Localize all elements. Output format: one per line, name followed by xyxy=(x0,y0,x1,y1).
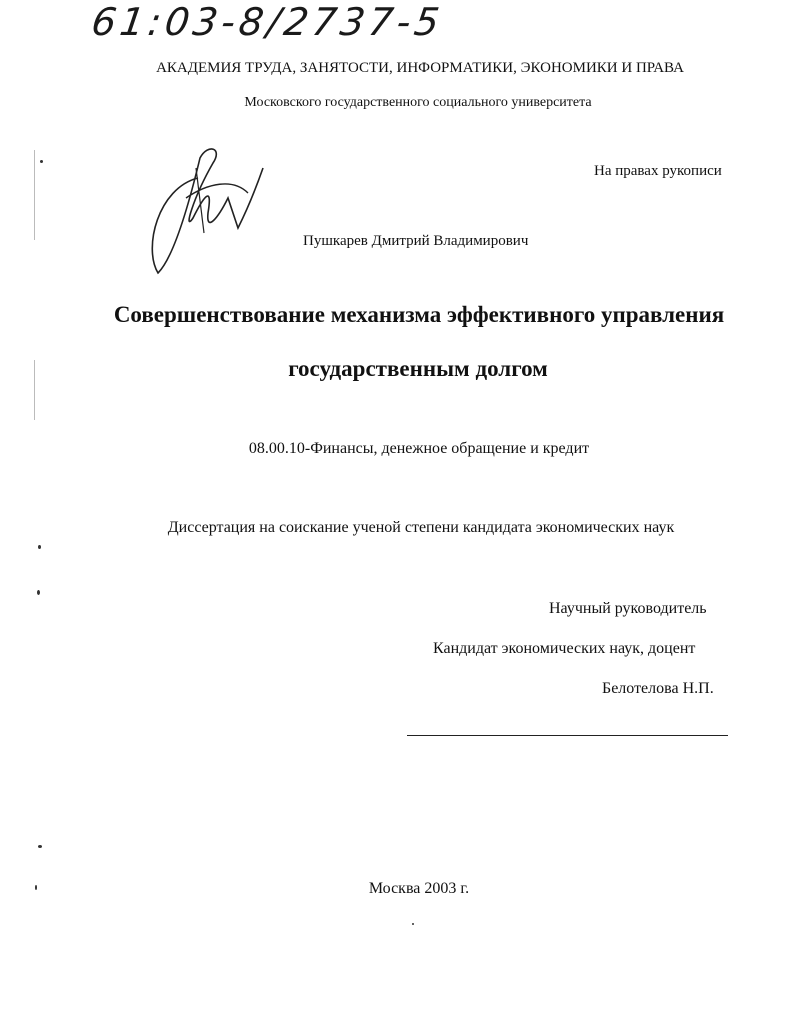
dissertation-statement: Диссертация на соискание ученой степени кандидата экономических наук xyxy=(167,519,675,536)
scan-speck xyxy=(37,590,40,595)
scan-speck xyxy=(38,845,42,848)
scan-speck xyxy=(38,545,41,549)
signature-line xyxy=(407,735,728,736)
scan-speck xyxy=(40,160,43,163)
supervisor-degree: Кандидат экономических наук, доцент xyxy=(433,640,696,657)
scan-edge-mark xyxy=(34,360,35,420)
title-line-1: Совершенствование механизма эффективного управления xyxy=(113,302,725,327)
university-name: Московского государственного социального университета xyxy=(244,95,592,110)
author-signature xyxy=(138,138,278,278)
handwritten-catalog-code: 61:03-8/2737-5 xyxy=(88,0,446,44)
title-line-2: государственным долгом xyxy=(288,356,548,381)
scan-edge-mark xyxy=(34,150,35,240)
city-year: Москва 2003 г. xyxy=(368,880,470,897)
author-name: Пушкарев Дмитрий Владимирович xyxy=(303,233,529,249)
specialty: 08.00.10-Финансы, денежное обращение и кредит xyxy=(248,440,590,457)
scan-speck xyxy=(412,923,414,925)
rights-note: На правах рукописи xyxy=(594,163,722,179)
academy-name: АКАДЕМИЯ ТРУДА, ЗАНЯТОСТИ, ИНФОРМАТИКИ, ЭКОНОМИКИ И ПРАВА xyxy=(156,60,684,76)
supervisor-label: Научный руководитель xyxy=(549,600,707,617)
supervisor-name: Белотелова Н.П. xyxy=(602,680,714,697)
scan-speck xyxy=(35,885,37,890)
